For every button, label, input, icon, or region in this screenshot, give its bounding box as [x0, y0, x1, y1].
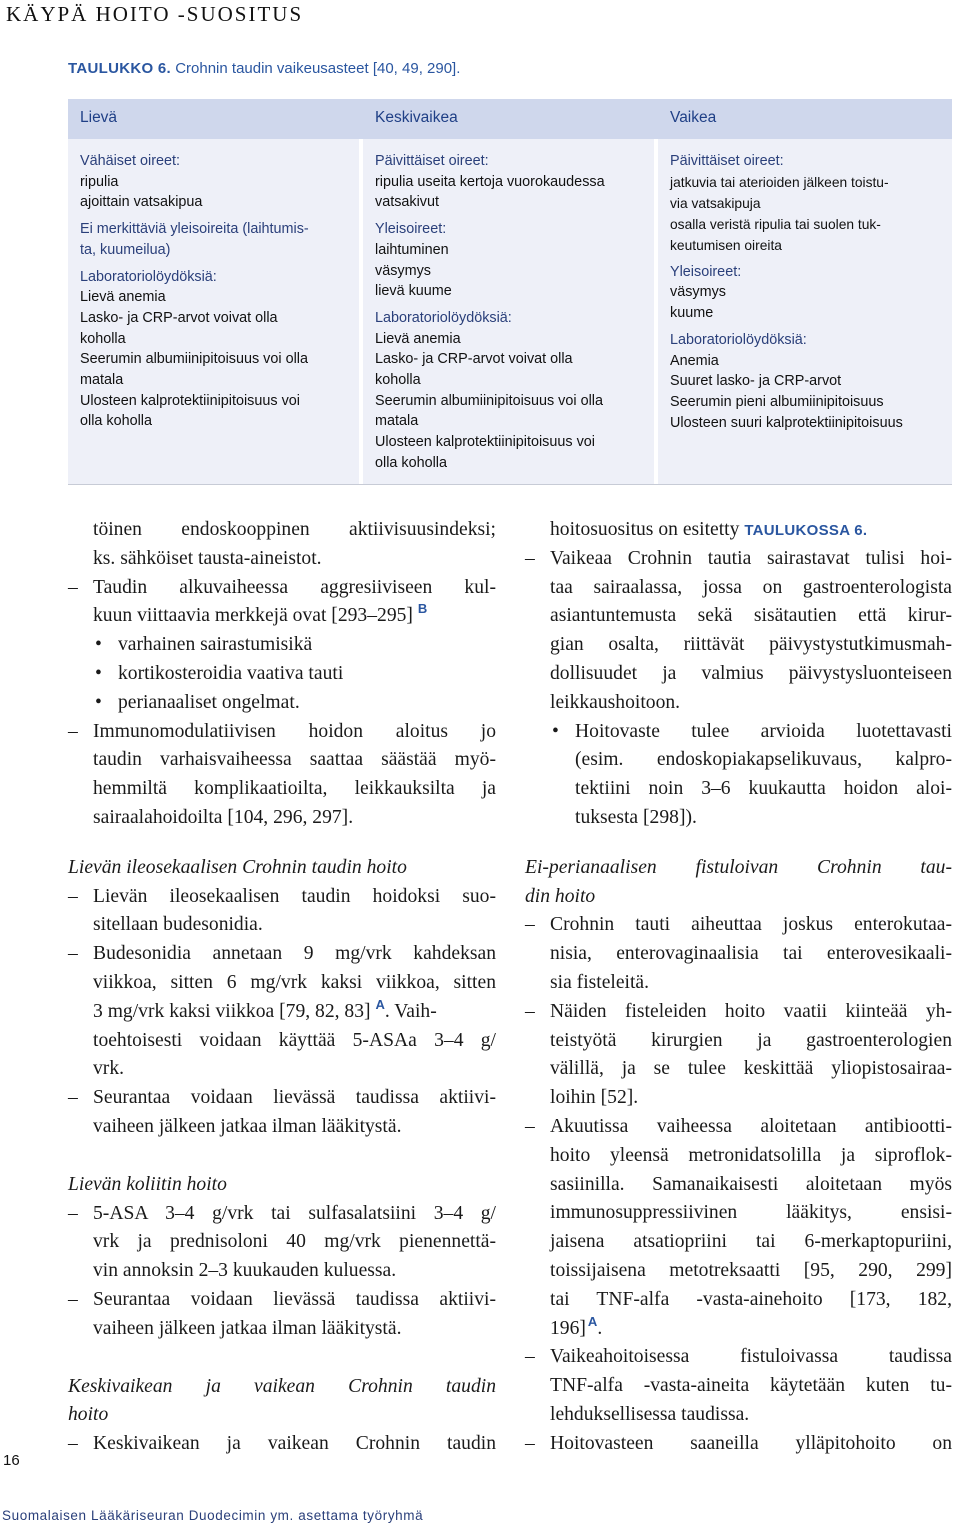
- list-item: [68, 1200, 496, 1229]
- text-line-content: 196]: [550, 1317, 586, 1339]
- text-line: vrk.: [93, 1058, 125, 1080]
- text-line: tuksesta [298]).: [575, 806, 697, 828]
- text-line: vaiheen jälkeen jatkaa ilman lääkitystä.: [93, 1115, 402, 1137]
- bullet-icon: •: [95, 662, 102, 684]
- text-line: Hoitovaste tulee arvioida luotettavasti: [575, 720, 952, 742]
- cell-line: osalla veristä ripulia tai suolen tuk-: [670, 216, 881, 232]
- cell-line: laihtuminen: [375, 241, 449, 258]
- cell-line: matala: [375, 413, 419, 430]
- text-line: loihin [52].: [550, 1087, 639, 1109]
- cell-line: Lievä anemia: [375, 330, 461, 347]
- text-line: Vaikeaa Crohnin tautia sairastavat tulisi hoi-: [550, 547, 952, 569]
- text-line: [525, 516, 952, 545]
- cell-line: Ulosteen kalprotektiinipitoisuus voi: [375, 434, 595, 451]
- dash-marker: –: [68, 1433, 78, 1455]
- list-item: [68, 574, 496, 603]
- text-line: gian osalta, riittävät päivystystutkimusmah-: [550, 634, 952, 656]
- dash-marker: –: [68, 1087, 78, 1109]
- cell-line: Seerumin pieni albumiinipitoisuus: [670, 393, 884, 410]
- text-line: Vaikeahoitoisessa fistuloivassa taudissa: [550, 1346, 952, 1368]
- list-item: [525, 1343, 952, 1372]
- text-line: Lievän ileosekaalisen taudin hoidoksi suo-: [93, 885, 496, 907]
- text-line: TNF-alfa -vasta-aineita käytetään kuten tu-: [550, 1375, 952, 1397]
- cell-line: Suuret lasko- ja CRP-arvot: [670, 373, 842, 390]
- text-line-content: . Vaih-: [384, 1000, 437, 1022]
- cell-line: koholla: [375, 372, 421, 389]
- cell-line: Ulosteen kalprotektiinipitoisuus voi: [80, 392, 300, 409]
- section-heading: din hoito: [525, 885, 596, 907]
- cell-line: väsymys: [375, 262, 431, 279]
- text-line: töinen endoskooppinen aktiivisuusindeksi;: [93, 519, 496, 540]
- text-line-content: .: [597, 1317, 603, 1339]
- cell-line: olla koholla: [80, 413, 153, 430]
- text-line: ks. sähköiset tausta-aineistot.: [93, 547, 322, 569]
- bullet-item: [68, 689, 496, 718]
- footer-text: Suomalaisen Lääkäriseuran Duodecimin ym. asettama työryhmä: [2, 1508, 424, 1523]
- right-column: [525, 516, 952, 1459]
- section-heading: Lievän koliitin hoito: [68, 1173, 227, 1195]
- list-item: [68, 718, 496, 747]
- cell-line: ripulia useita kertoja vuorokaudessa: [375, 173, 605, 190]
- list-item: [525, 1113, 952, 1142]
- list-item: [68, 1286, 496, 1315]
- text-line: [525, 1315, 952, 1344]
- text-line: lehduksellisessa taudissa.: [550, 1403, 750, 1425]
- cell-line: jatkuvia tai aterioiden jälkeen toistu-: [670, 174, 889, 190]
- cell-line: Seerumin albumiinipitoisuus voi olla: [375, 392, 603, 409]
- text-line: Keskivaikean ja vaikean Crohnin taudin: [93, 1433, 496, 1455]
- text-line: (esim. endoskopiakapselikuvaus, kalpro-: [575, 749, 952, 771]
- dash-marker: –: [525, 914, 535, 936]
- text-line: leikkaushoitoon.: [550, 691, 681, 713]
- dash-marker: –: [68, 1288, 78, 1310]
- cell-line: Lievä anemia: [80, 289, 166, 306]
- cell-line: Anemia: [670, 352, 719, 369]
- text-line-content: 3 mg/vrk kaksi viikkoa [79, 82, 83]: [93, 1000, 371, 1022]
- cell-line: lievä kuume: [375, 283, 452, 300]
- table-reference-link[interactable]: TAULUKOSSA 6.: [744, 522, 868, 539]
- cell-line: Laboratoriolöydöksiä:: [670, 331, 807, 348]
- text-line: Seurantaa voidaan lievässä taudissa aktiivi-: [93, 1288, 496, 1310]
- cell-line: Ei merkittäviä yleisoireita (laihtumis-: [80, 221, 309, 238]
- text-line: Crohnin tauti aiheuttaa joskus enterokutaa-: [550, 914, 952, 936]
- text-line: 5-ASA 3–4 g/vrk tai sulfasalatsiini 3–4 g/: [93, 1202, 496, 1224]
- cell-line: Lasko- ja CRP-arvot voivat olla: [375, 351, 573, 368]
- evidence-level-badge: B: [417, 601, 428, 617]
- list-item: [525, 911, 952, 940]
- text-line: Näiden fisteleiden hoito vaatii kiinteää yh-: [550, 1000, 952, 1022]
- text-line: sasiinilla. Samanaikaisesti aloitetaan myös: [550, 1173, 952, 1195]
- text-line: vaiheen jälkeen jatkaa ilman lääkitystä.: [93, 1317, 402, 1339]
- text-line: sairaalahoidoilta [104, 296, 297].: [93, 806, 354, 828]
- table-caption-text: Crohnin taudin vaikeusasteet [40, 49, 290].: [171, 60, 461, 77]
- cell-line: kuume: [670, 305, 714, 322]
- text-line: Seurantaa voidaan lievässä taudissa aktiivi-: [93, 1087, 496, 1109]
- text-line: tai TNF-alfa -vasta-ainehoito [173, 182,: [550, 1288, 952, 1310]
- page-number: 16: [3, 1452, 20, 1469]
- cell-line: vatsakivut: [375, 194, 439, 211]
- text-line: teistyötä kirurgien ja gastroenterologien: [550, 1029, 952, 1051]
- header-severe: Vaikea: [670, 109, 717, 126]
- severity-table: [68, 99, 952, 484]
- text-line: Hoitovasteen saaneilla ylläpitohoito on: [550, 1432, 952, 1454]
- section-heading: hoito: [68, 1404, 109, 1426]
- cell-line: ajoittain vatsakipua: [80, 194, 203, 211]
- text-line: toehtoisesti voidaan käyttää 5-ASAa 3–4 g/: [93, 1029, 496, 1051]
- bullet-item: [68, 631, 496, 660]
- table-caption-label: TAULUKKO 6.: [68, 60, 172, 77]
- section-heading: Ei-perianaalisen fistuloivan Crohnin tau-: [525, 856, 952, 878]
- dash-marker: –: [525, 547, 535, 569]
- cell-line: Lasko- ja CRP-arvot voivat olla: [80, 309, 278, 326]
- cell-line: keutumisen oireita: [670, 237, 782, 253]
- text-line: Immunomodulatiivisen hoidon aloitus jo: [93, 720, 496, 742]
- cell-line: Päivittäiset oireet:: [670, 153, 784, 169]
- evidence-level-badge: A: [587, 1313, 598, 1329]
- dash-marker: –: [68, 576, 78, 598]
- dash-marker: –: [525, 1000, 535, 1022]
- cell-line: Laboratoriolöydöksiä:: [80, 268, 217, 285]
- cell-line: ta, kuumeilua): [80, 241, 171, 258]
- text-line: viikkoa, sitten 6 mg/vrk kaksi viikkoa, sitten: [93, 971, 496, 993]
- text-line: välillä, ja se tulee keskittää yliopistosairaa-: [550, 1058, 952, 1080]
- text-line: jaisena atsatiopriini tai 6-merkaptopuriini,: [550, 1231, 952, 1253]
- cell-line: ripulia: [80, 173, 119, 190]
- bullet-icon: •: [95, 634, 102, 656]
- header-moderate: Keskivaikea: [375, 109, 458, 126]
- text-line-content: hoitosuositus on esitetty: [550, 519, 745, 540]
- table-bottom-rule: [68, 484, 952, 485]
- cell-line: Päivittäiset oireet:: [375, 153, 489, 169]
- dash-marker: –: [68, 1202, 78, 1224]
- text-line: varhainen sairastumisikä: [118, 634, 313, 656]
- list-item: [525, 1430, 952, 1459]
- cell-line: Yleisoireet:: [670, 263, 742, 280]
- text-line: hoito yleensä metronidatsolilla ja siproflok-: [550, 1144, 952, 1166]
- left-column: [68, 516, 496, 1459]
- list-item: [525, 545, 952, 574]
- cell-line: Seerumin albumiinipitoisuus voi olla: [80, 351, 308, 368]
- list-item: [525, 998, 952, 1027]
- text-line: sia fisteleitä.: [550, 971, 650, 993]
- text-line: dollisuudet ja valmius päivystysluonteiseen: [550, 662, 952, 684]
- dash-marker: –: [68, 885, 78, 907]
- bullet-icon: •: [552, 720, 559, 742]
- bullet-item: [68, 660, 496, 689]
- cell-line: väsymys: [670, 284, 726, 301]
- text-line: asiantuntemusta sekä sisätautien että kirur-: [550, 605, 952, 627]
- cell-line: Yleisoireet:: [375, 221, 447, 238]
- text-line: vin annoksin 2–3 kuukauden kuluessa.: [93, 1260, 397, 1282]
- text-line: vrk ja prednisoloni 40 mg/vrk pienennettä-: [93, 1231, 496, 1253]
- list-item: [68, 1084, 496, 1113]
- bullet-item: [525, 718, 952, 747]
- text-line: [68, 602, 496, 631]
- text-line: kortikosteroidia vaativa tauti: [118, 662, 344, 684]
- cell-line: via vatsakipuja: [670, 195, 761, 211]
- text-line: tektiini noin 3–6 kuukautta hoidon aloi-: [575, 778, 952, 800]
- cell-line: Laboratoriolöydöksiä:: [375, 309, 512, 326]
- text-line: Taudin alkuvaiheessa aggresiiviseen kul-: [93, 576, 496, 598]
- text-line: Budesonidia annetaan 9 mg/vrk kahdeksan: [93, 943, 496, 965]
- column-severe: [670, 151, 903, 433]
- text-line: perianaaliset ongelmat.: [118, 691, 300, 713]
- cell-line: matala: [80, 372, 124, 389]
- text-line: taa sairaalassa, jossa on gastroenterologista: [550, 576, 952, 598]
- dash-marker: –: [68, 943, 78, 965]
- cell-line: Ulosteen suuri kalprotektiinipitoisuus: [670, 414, 903, 431]
- text-line: nisia, enterovaginaalisia tai enterovesikaali-: [550, 943, 952, 965]
- text-line: immunosuppressiivinen lääkitys, ensisi-: [550, 1202, 952, 1224]
- text-line: sitellaan budesonidia.: [93, 914, 263, 936]
- text-line: hemmiltä komplikaatioilta, leikkauksilta ja: [93, 778, 496, 800]
- running-header: KÄYPÄ HOITO -SUOSITUS: [6, 2, 304, 26]
- dash-marker: –: [525, 1432, 535, 1454]
- header-mild: Lievä: [80, 109, 118, 126]
- list-item: [68, 940, 496, 969]
- text-line-content: kuun viittaavia merkkejä ovat [293–295]: [93, 605, 413, 627]
- dash-marker: –: [525, 1115, 535, 1137]
- cell-line: koholla: [80, 330, 126, 347]
- text-line: [68, 998, 496, 1027]
- text-line: Akuutissa vaiheessa aloitetaan antibiootti-: [550, 1115, 952, 1137]
- list-item: [68, 883, 496, 912]
- dash-marker: –: [68, 720, 78, 742]
- cell-line: olla koholla: [375, 454, 448, 471]
- section-heading: Lievän ileosekaalisen Crohnin taudin hoito: [68, 856, 407, 878]
- dash-marker: –: [525, 1346, 535, 1368]
- bullet-icon: •: [95, 691, 102, 713]
- table-caption: [68, 60, 460, 77]
- list-item: [68, 1430, 496, 1459]
- section-heading: Keskivaikean ja vaikean Crohnin taudin: [68, 1375, 496, 1397]
- text-line: toissijaisena metotreksaatti [95, 290, 299]: [550, 1259, 952, 1281]
- cell-line: Vähäiset oireet:: [80, 153, 180, 169]
- evidence-level-badge: A: [375, 996, 385, 1012]
- column-moderate: [375, 151, 605, 474]
- table-header-row: [68, 99, 952, 139]
- text-line: taudin varhaisvaiheessa saattaa säästää myö-: [93, 749, 496, 771]
- column-mild: [80, 151, 309, 432]
